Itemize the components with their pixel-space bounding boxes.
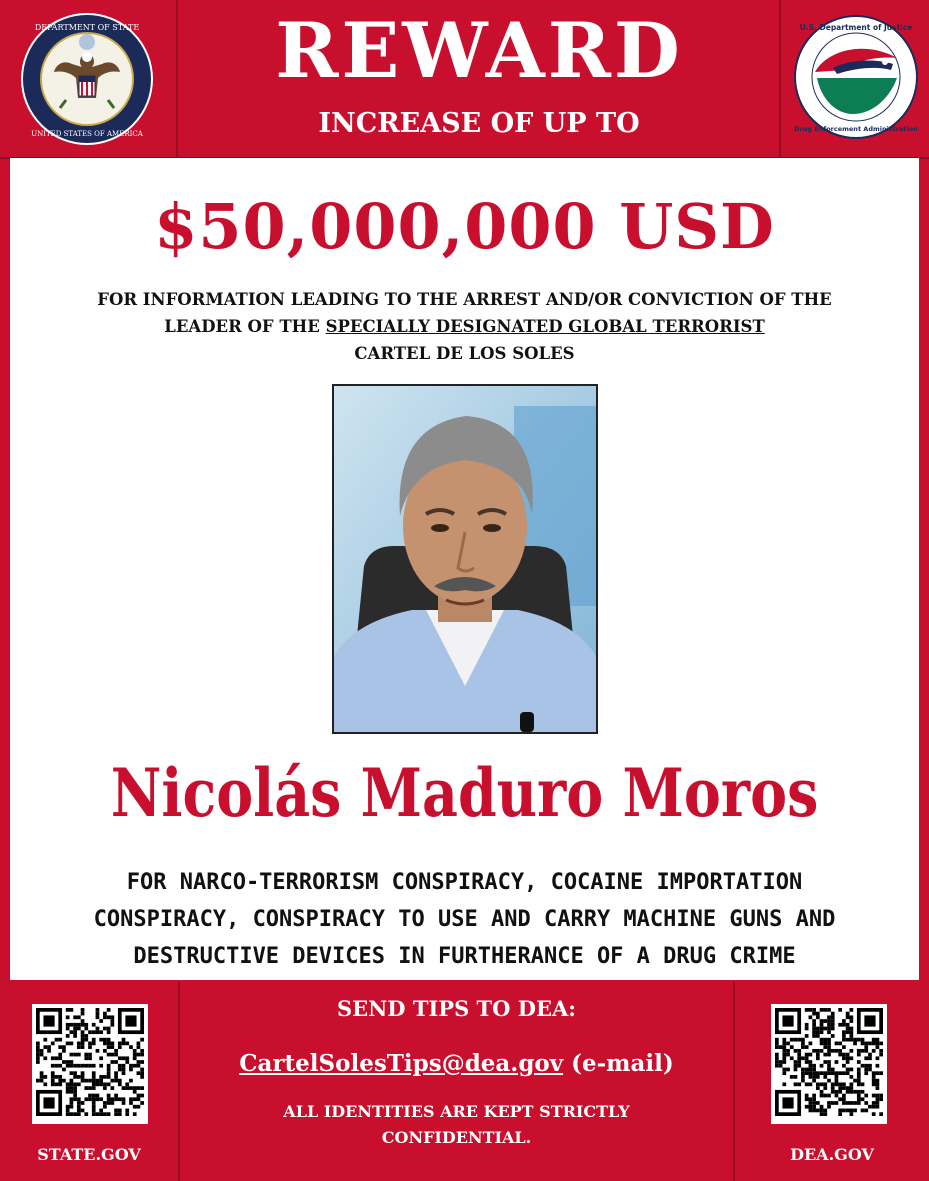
dea-logo-icon: [793, 14, 919, 140]
designation-text: SPECIALLY DESIGNATED GLOBAL TERRORIST: [325, 317, 765, 336]
charges-text: [10, 864, 919, 975]
poster-body: [10, 158, 919, 980]
organization-name: CARTEL DE LOS SOLES: [354, 344, 575, 363]
charges-line-3: DESTRUCTIVE DEVICES IN FURTHERANCE OF A DRUG CRIME: [133, 944, 796, 969]
header-banner: [0, 0, 929, 159]
svg-text:U.S. Department of Justice: U.S. Department of Justice: [799, 23, 913, 32]
info-line-2: [10, 313, 919, 340]
subject-name: Nicolás Maduro Moros: [110, 754, 819, 832]
dea-qr-container: [733, 982, 929, 1181]
qr-code-icon[interactable]: [32, 1004, 148, 1124]
portrait-photo: [332, 384, 598, 734]
dea-logo-container: [779, 0, 929, 157]
info-line-2-prefix: LEADER OF THE: [164, 317, 326, 336]
email-suffix: (e-mail): [563, 1050, 674, 1077]
svg-text:UNITED STATES OF AMERICA: UNITED STATES OF AMERICA: [31, 130, 143, 138]
reward-title: REWARD: [275, 6, 683, 95]
department-of-state-seal-icon: [20, 12, 154, 146]
info-line-1: FOR INFORMATION LEADING TO THE ARREST AND/OR CONVICTION OF THE: [97, 290, 832, 309]
state-seal-container: [0, 0, 178, 157]
state-gov-label: STATE.GOV: [37, 1145, 141, 1164]
svg-text:DEPARTMENT OF STATE: DEPARTMENT OF STATE: [34, 23, 140, 32]
reward-subtitle: INCREASE OF UP TO: [318, 108, 640, 139]
reward-amount: $50,000,000 USD: [154, 190, 775, 263]
qr-code-icon[interactable]: [771, 1004, 887, 1124]
state-qr-container: [0, 982, 180, 1181]
tips-email-line: [182, 1050, 731, 1077]
tips-email-link[interactable]: CartelSolesTips@dea.gov: [239, 1050, 564, 1077]
confidentiality-line-2: CONFIDENTIAL.: [381, 1128, 532, 1147]
dea-gov-label: DEA.GOV: [790, 1145, 874, 1164]
reward-info: [10, 286, 919, 367]
confidentiality-line-1: ALL IDENTITIES ARE KEPT STRICTLY: [283, 1102, 630, 1121]
charges-line-1: FOR NARCO-TERRORISM CONSPIRACY, COCAINE IMPORTATION: [126, 870, 803, 895]
tips-title: SEND TIPS TO DEA:: [336, 996, 577, 1021]
charges-line-2: CONSPIRACY, CONSPIRACY TO USE AND CARRY MACHINE GUNS AND: [93, 907, 836, 932]
confidentiality-note: [182, 1099, 731, 1151]
footer-banner: [0, 982, 929, 1181]
svg-text:Drug Enforcement Administratio: Drug Enforcement Administration: [794, 125, 918, 133]
